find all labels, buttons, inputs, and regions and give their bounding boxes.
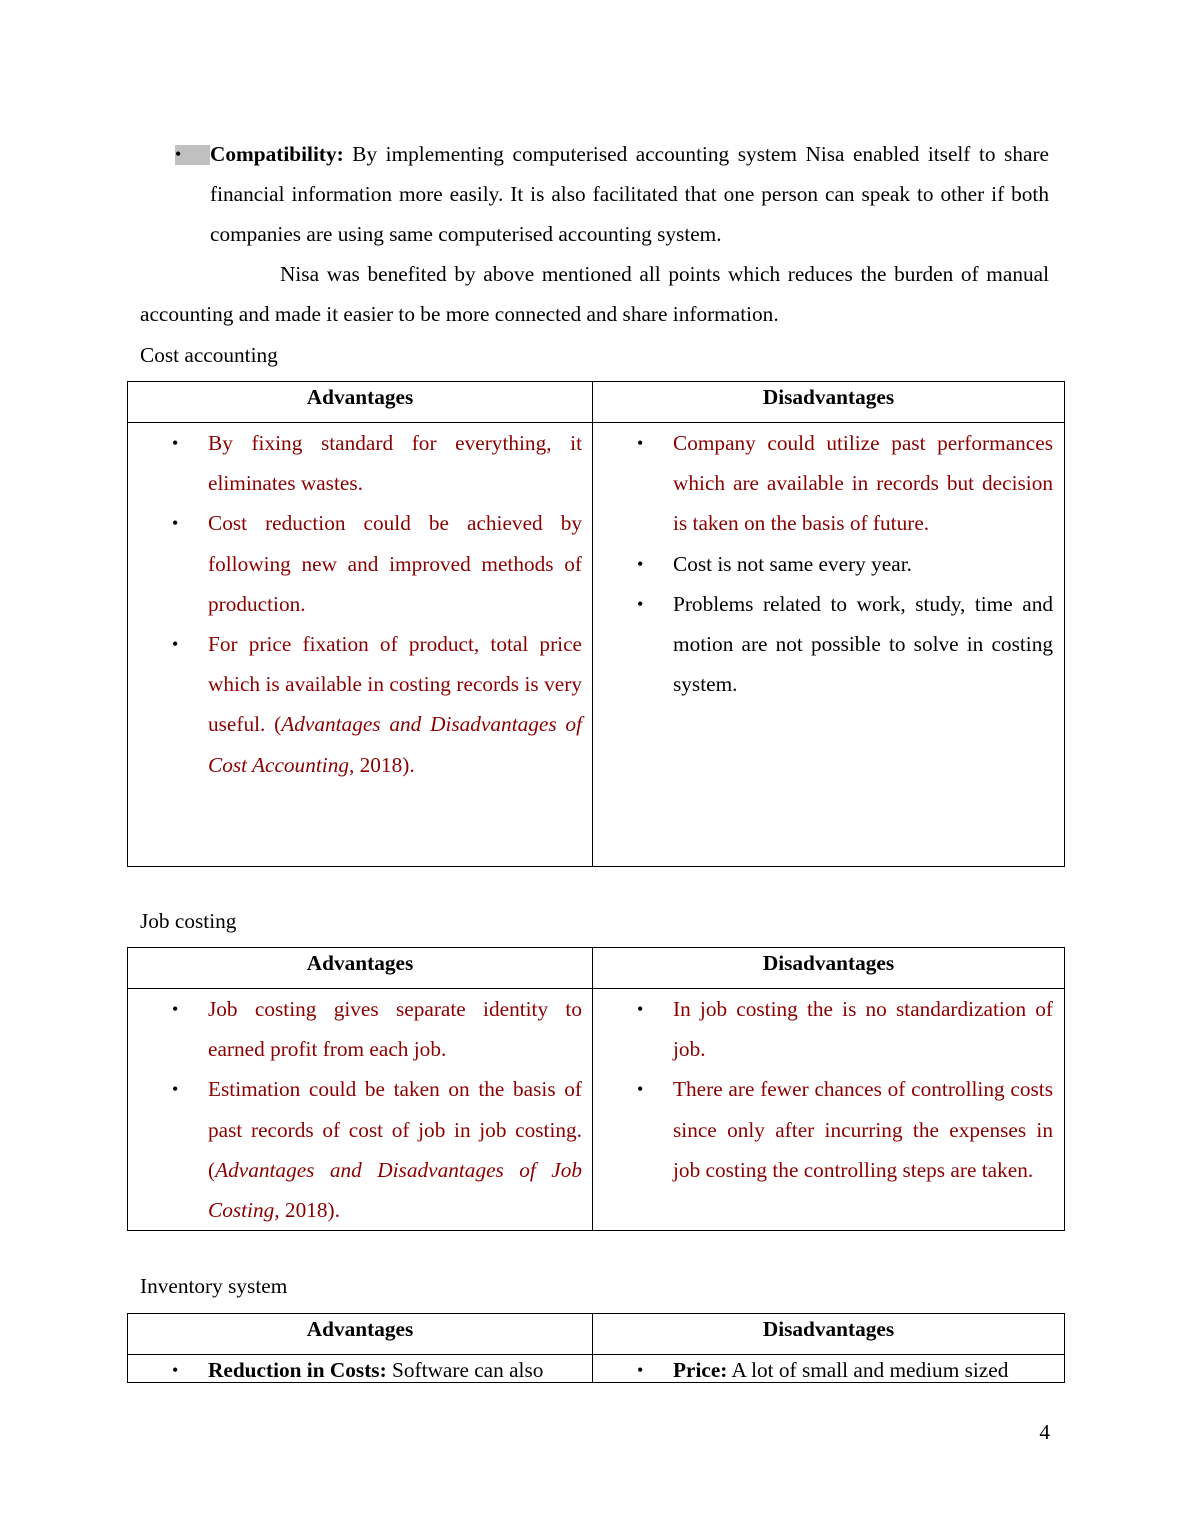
citation-year: 2018). (279, 1198, 340, 1223)
inventory-advantages-header: Advantages (128, 1314, 593, 1355)
bullet-icon: • (637, 553, 644, 574)
bullet-icon: • (172, 433, 179, 453)
list-item: • There are fewer chances of controlling costs since only after incurring the expenses in job costing the controlling steps are taken. (593, 1069, 1064, 1190)
inventory-disadvantages-cell (593, 1355, 1065, 1383)
job-disadvantages-cell (593, 989, 1065, 1231)
cost-accounting-table (127, 381, 1065, 867)
list-item: • In job costing the is no standardization of job. (593, 989, 1064, 1069)
list-item: • By fixing standard for everything, it eliminates wastes. (128, 423, 592, 503)
job-costing-heading: Job costing (140, 909, 237, 933)
compatibility-text (210, 134, 1049, 255)
inventory-disadvantages-header: Disadvantages (593, 1314, 1065, 1355)
bullet-icon: • (172, 513, 179, 534)
citation-title: Advantages and Disadvantages of Cost Accounting, (208, 712, 582, 777)
cost-accounting-heading: Cost accounting (140, 343, 278, 367)
cost-advantages-header: Advantages (128, 382, 593, 423)
cost-disadvantages-cell (593, 423, 1065, 867)
inventory-advantages-cell (128, 1355, 593, 1383)
list-item: • Company could utilize past performances which are available in records but decision is taken on the basis of future. (593, 423, 1064, 544)
bullet-icon: • (172, 1360, 179, 1380)
list-item: • For price fixation of product, total price which is available in costing records is very useful. (Advantages and Disadvantages of Cost Accounting, 2018). (128, 624, 592, 785)
job-advantages-cell (128, 989, 593, 1231)
compatibility-bullet (140, 134, 1049, 255)
compatibility-label: Compatibility: (210, 142, 344, 166)
bullet-icon: • (637, 1079, 644, 1100)
cost-advantages-cell (128, 423, 593, 867)
page-number: 4 (1039, 1420, 1050, 1444)
inventory-dis-label: Price: (673, 1358, 728, 1382)
citation-year: 2018). (354, 752, 415, 777)
bullet-icon: • (172, 1079, 179, 1100)
list-item: • Job costing gives separate identity to earned profit from each job. (128, 989, 592, 1069)
bullet-icon: • (637, 999, 644, 1019)
inventory-system-heading: Inventory system (140, 1274, 288, 1298)
list-item: • Estimation could be taken on the basis of past records of cost of job in job costing. (Advantages and Disadvantages of Job Costing, 2018). (128, 1069, 592, 1230)
list-item: • Reduction in Costs: Software can also (128, 1355, 592, 1382)
citation-title: Advantages and Disadvantages of Job Costing, (208, 1157, 582, 1223)
list-item: • Cost reduction could be achieved by following new and improved methods of production. (128, 503, 592, 624)
bullet-icon: • (637, 1360, 644, 1380)
bullet-icon: • (175, 144, 182, 164)
job-costing-table (127, 947, 1065, 1231)
inventory-system-table (127, 1313, 1065, 1383)
job-advantages-header: Advantages (128, 948, 593, 989)
inventory-adv-label: Reduction in Costs: (208, 1358, 387, 1382)
list-item: • Cost is not same every year. (593, 544, 1064, 584)
cost-disadvantages-header: Disadvantages (593, 382, 1065, 423)
compatibility-body: By implementing computerised accounting system Nisa enabled itself to share financial information more easily. It is also facilitated that one person can speak to other if both companies are using same computerised accounting system. (210, 142, 1049, 247)
bullet-icon: • (172, 634, 179, 655)
bullet-icon: • (637, 593, 644, 614)
bullet-icon: • (637, 433, 644, 453)
job-disadvantages-header: Disadvantages (593, 948, 1065, 989)
summary-paragraph: Nisa was benefited by above mentioned all points which reduces the burden of manual accounting and made it easier to be more connected and share information. (140, 262, 1049, 327)
list-item: • Problems related to work, study, time and motion are not possible to solve in costing system. (593, 584, 1064, 705)
bullet-icon: • (172, 999, 179, 1019)
bullet-highlight (175, 145, 210, 165)
list-item: • Price: A lot of small and medium sized (593, 1355, 1064, 1382)
